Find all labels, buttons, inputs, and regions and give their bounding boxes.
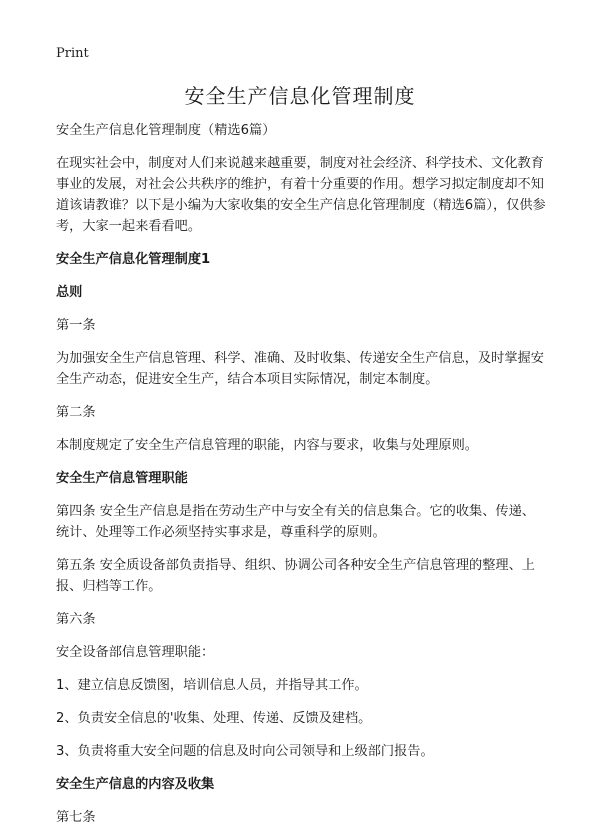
paragraph: 本制度规定了安全生产信息管理的职能，内容与要求，收集与处理原则。 — [56, 438, 478, 453]
paragraph: 第七条 — [56, 810, 96, 825]
document-title: 安全生产信息化管理制度 — [184, 84, 416, 108]
paragraph: 第二条 — [56, 405, 96, 420]
paragraph: 1、建立信息反馈图，培训信息人员，并指导其工作。 — [56, 678, 368, 693]
section-heading: 安全生产信息的内容及收集 — [56, 777, 215, 792]
paragraph: 3、负责将重大安全问题的信息及时向公司领导和上级部门报告。 — [56, 744, 434, 759]
paragraph: 2、负责安全信息的'收集、处理、传递、反馈及建档。 — [56, 711, 372, 726]
paragraph: 第一条 — [56, 318, 96, 333]
paragraph: 第四条 安全生产信息是指在劳动生产中与安全有关的信息集合。它的收集、传递、统计、处理等工作必须坚持实事求是，尊重科学的原则。 — [56, 504, 535, 540]
section-heading: 总则 — [56, 285, 83, 300]
print-link[interactable]: Print — [56, 46, 89, 61]
section-heading: 安全生产信息化管理制度1 — [56, 252, 211, 267]
section-heading: 安全生产信息管理职能 — [56, 471, 188, 486]
paragraph: 第五条 安全质设备部负责指导、组织、协调公司各种安全生产信息管理的整理、上报、归档等工作。 — [56, 558, 535, 594]
document-body — [56, 120, 548, 840]
paragraph: 安全设备部信息管理职能： — [56, 645, 215, 660]
paragraph: 第六条 — [56, 612, 96, 627]
paragraph: 在现实社会中，制度对人们来说越来越重要，制度对社会经济、科学技术、文化教育事业的发展，对社会公共秩序的维护，有着十分重要的作用。想学习拟定制度却不知道该请教谁？以下是小编为大家收集的安全生产信息化管理制度（精选6篇），仅供参考，大家一起来看看吧。 — [56, 156, 546, 234]
paragraph: 为加强安全生产信息管理、科学、准确、及时收集、传递安全生产信息，及时掌握安全生产动态，促进安全生产，结合本项目实际情况，制定本制度。 — [56, 351, 544, 387]
paragraph: 安全生产信息化管理制度（精选6篇） — [56, 123, 276, 138]
